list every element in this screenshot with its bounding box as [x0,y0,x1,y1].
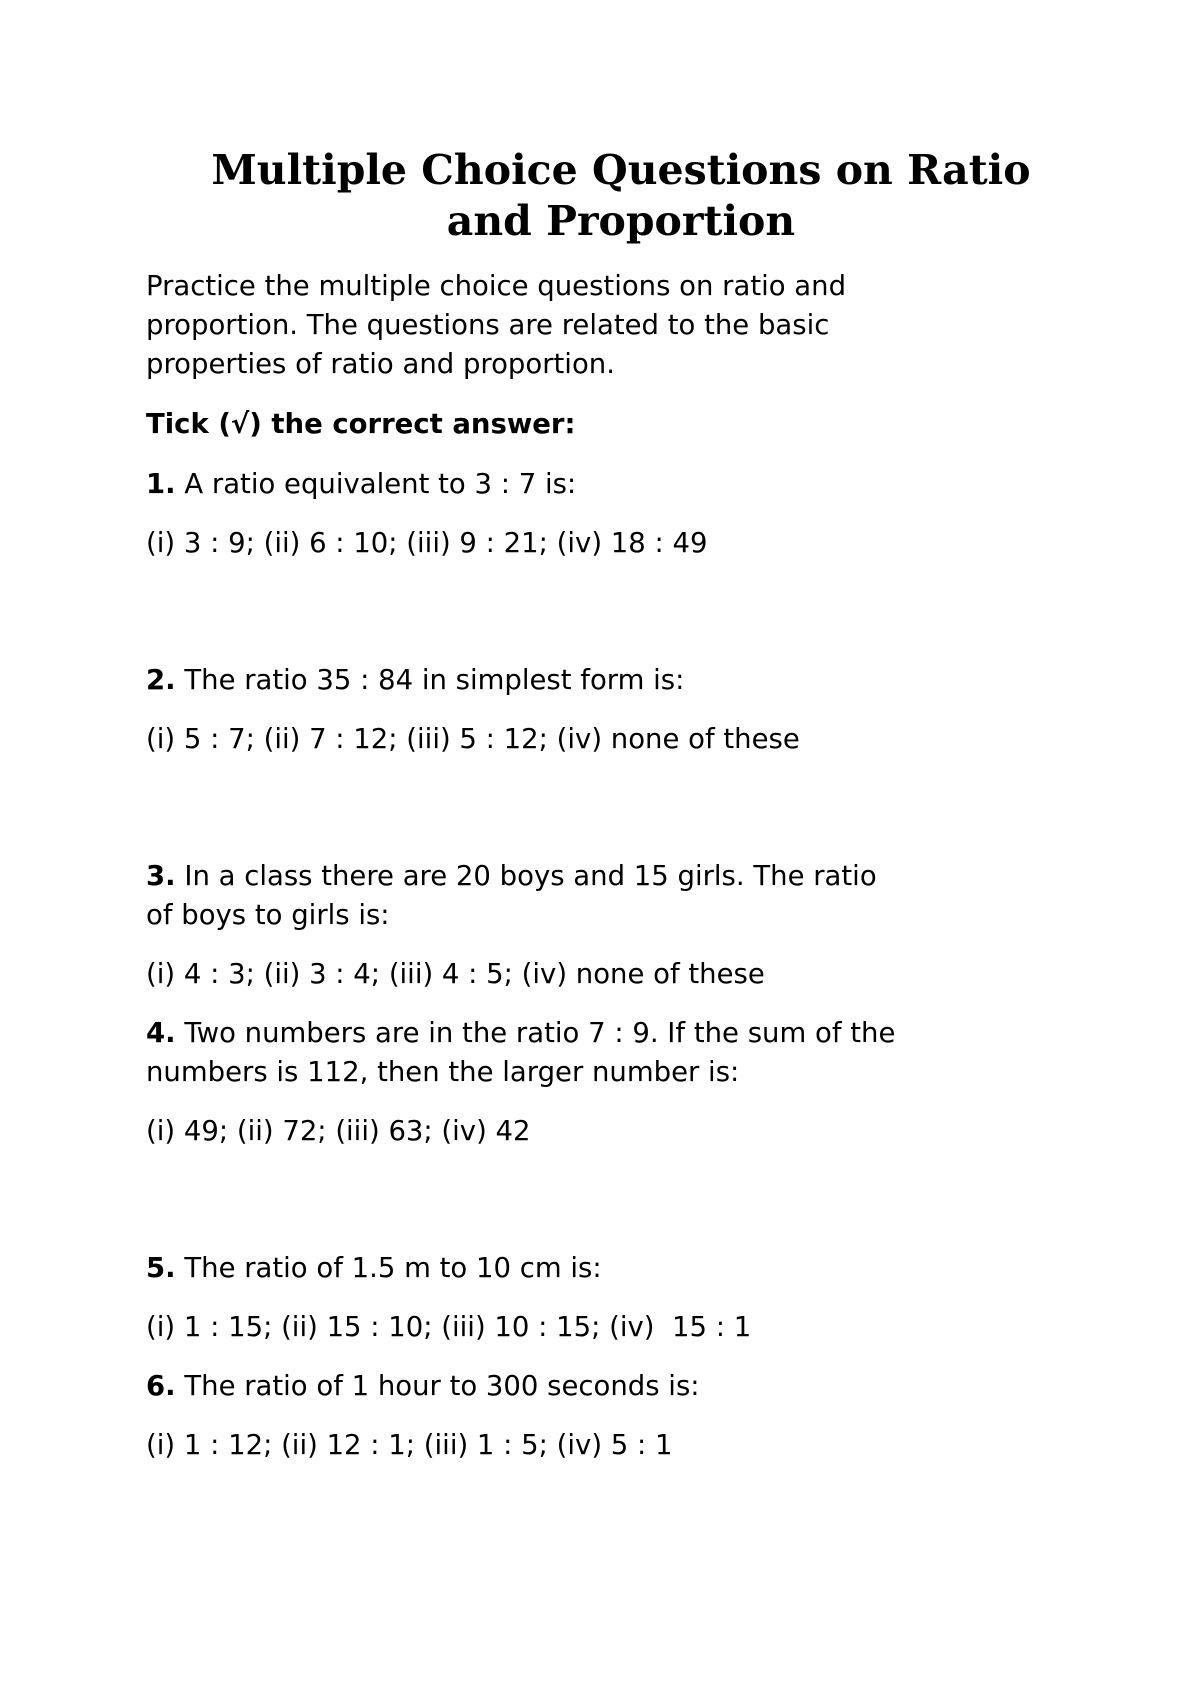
question-2-options: (i) 5 : 7; (ii) 7 : 12; (iii) 5 : 12; (iv) none of these [146,723,800,755]
question-3-number: 3. [146,860,176,892]
question-6-number: 6. [146,1370,176,1402]
title-line-1: Multiple Choice Questions on Ratio [211,146,1031,194]
question-5-line-1 [146,1249,1076,1288]
question-3-text: In a class there are 20 boys and 15 girls. The ratio [175,860,877,892]
question-2-line-1 [146,661,1076,700]
intro-line-2: proportion. The questions are related to the basic [146,309,830,341]
question-2 [146,661,1076,700]
intro-line-1: Practice the multiple choice questions on ratio and [146,270,847,302]
question-1-number: 1. [146,468,176,500]
instruction-heading: Tick (√) the correct answer: [146,408,576,440]
question-1-line-1 [146,465,1076,504]
question-1-text: A ratio equivalent to 3 : 7 is: [175,468,577,500]
question-6-options: (i) 1 : 12; (ii) 12 : 1; (iii) 1 : 5; (iv) 5 : 1 [146,1429,673,1461]
intro-paragraph [146,267,1076,384]
question-3-line-1 [146,857,1076,896]
question-3-options: (i) 4 : 3; (ii) 3 : 4; (iii) 4 : 5; (iv) none of these [146,958,765,990]
question-5-number: 5. [146,1252,176,1284]
question-1-options: (i) 3 : 9; (ii) 6 : 10; (iii) 9 : 21; (iv) 18 : 49 [146,527,708,559]
question-3-line-2: of boys to girls is: [146,899,390,931]
question-5-options: (i) 1 : 15; (ii) 15 : 10; (iii) 10 : 15; (iv) 15 : 1 [146,1311,752,1343]
intro-line-3: properties of ratio and proportion. [146,348,615,380]
worksheet-page [146,145,1076,1485]
question-1 [146,465,1076,504]
question-5 [146,1249,1076,1288]
question-2-number: 2. [146,664,176,696]
question-5-text: The ratio of 1.5 m to 10 cm is: [175,1252,602,1284]
page-title [146,145,1076,247]
question-6 [146,1367,1076,1406]
question-4-line-2: numbers is 112, then the larger number is: [146,1056,740,1088]
question-4-text: Two numbers are in the ratio 7 : 9. If the sum of the [175,1017,896,1049]
question-4-options: (i) 49; (ii) 72; (iii) 63; (iv) 42 [146,1115,531,1147]
title-line-2: and Proportion [446,197,796,245]
question-2-text: The ratio 35 : 84 in simplest form is: [175,664,685,696]
question-3 [146,857,1076,935]
question-6-text: The ratio of 1 hour to 300 seconds is: [175,1370,700,1402]
question-4-line-1 [146,1014,1076,1053]
question-4-number: 4. [146,1017,176,1049]
question-6-line-1 [146,1367,1076,1406]
question-4 [146,1014,1076,1092]
